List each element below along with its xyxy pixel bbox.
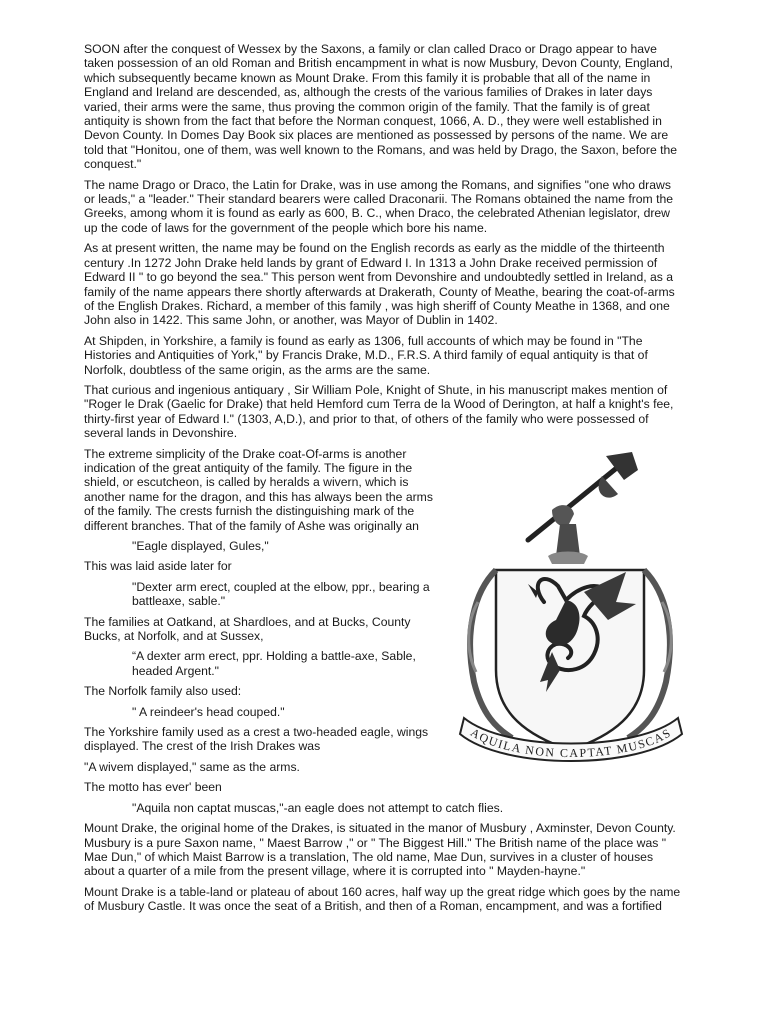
crest-section-text	[84, 447, 444, 795]
paragraph: The motto has ever' been	[84, 780, 222, 795]
motto-text: AQUILA NON CAPTAT MUSCAS	[468, 725, 674, 761]
paragraph: The extreme simplicity of the Drake coat-Of-arms is another indication of the great antiquity of the family. The figure in the shield, or escutcheon, is called by heralds a wivern, which is another name for the dragon, and this has always been the arms of the family. The crests furnish the distinguishing mark of the different branches. That of the family of Ashe was originally an	[84, 446, 433, 533]
paragraph: Mount Drake is a table-land or plateau of about 160 acres, half way up the great ridge which goes by the name of Musbury Castle. It was once the seat of a British, and then of a Roman, encampment, and was a fortified	[84, 884, 681, 914]
paragraph: "A wivem displayed," same as the arms.	[84, 759, 300, 774]
bottom-paragraphs	[84, 801, 684, 914]
arm-battleaxe-icon	[528, 452, 638, 564]
paragraph: Mount Drake, the original home of the Drakes, is situated in the manor of Musbury , Axminster, Devon County. Musbury is a pure Saxon name, " Maest Barrow ," or " The Biggest Hill." The British name of the place was " Mae Dun," of which Maist Barrow is a translation, The old name, Mae Dun, survives in a cluster of houses about a quarter of a mile from the present village, where it is corrupted into " Mayden-hayne."	[84, 821, 676, 879]
coat-of-arms-illustration	[456, 452, 686, 792]
paragraph: The families at Oatkand, at Shardloes, and at Bucks, County Bucks, at Norfolk, and at Sussex,	[84, 614, 411, 644]
paragraph: The name Drago or Draco, the Latin for Drake, was in use among the Romans, and signifies "one who draws or leads," a "leader." Their standard bearers were called Draconarii. The Romans obtained the name from the Greeks, among whom it is found as early as 600, B. C., when Draco, the celebrated Athenian legislator, drew up the code of laws for the government of the people which bore his name.	[84, 177, 674, 235]
paragraph: This was laid aside later for	[84, 559, 232, 574]
paragraph: As at present written, the name may be found on the English records as early as the middle of the thirteenth century .In 1272 John Drake held lands by grant of Edward I. In 1313 a John Drake received permission of Edward II " to go beyond the sea." This person went from Devonshire and undoubtedly settled in Ireland, as a family of the name appears there shortly afterwards at Drakerath, County of Meathe, bearing the coat-of-arms of the English Drakes. Richard, a member of this family , was high sheriff of County Meathe in 1368, and one John also in 1422. This same John, or another, was Mayor of Dublin in 1402.	[84, 241, 675, 328]
quote: "Eagle displayed, Gules,"	[132, 539, 269, 553]
top-paragraphs	[84, 42, 684, 441]
paragraph: The Yorkshire family used as a crest a two-headed eagle, wings displayed. The crest of the Irish Drakes was	[84, 725, 429, 754]
quote: " A reindeer's head couped."	[132, 704, 285, 719]
quote: “A dexter arm erect, ppr. Holding a battle-axe, Sable, headed Argent."	[132, 649, 416, 678]
paragraph: At Shipden, in Yorkshire, a family is found as early as 1306, full accounts of which may be found in "The Histories and Antiquities of York," by Francis Drake, M.D., F.R.S. A third family of equal antiquity is that of Norfolk, doubtless of the same origin, as the arms are the same.	[84, 333, 648, 377]
paragraph: The Norfolk family also used:	[84, 684, 242, 699]
paragraph: SOON after the conquest of Wessex by the Saxons, a family or clan called Draco or Drago appear to have taken possession of an old Roman and British encampment in what is now Musbury, Devon County, England, which subsequently became known as Mount Drake. From this family it is probable that all of the name in England and Ireland are descended, as, although the crests of the various families of Drakes in later days varied, their arms were the same, thus proving the common origin of the family. That the family is of great antiquity is shown from the fact that before the Norman conquest, 1066, A. D., they were well established in Devon County. In Domes Day Book six places are mentioned as possessed by persons of the name. We are told that "Honitou, one of them, was well known to the Romans, and was held by Drago, the Saxon, before the conquest."	[84, 42, 678, 172]
paragraph: That curious and ingenious antiquary , Sir William Pole, Knight of Shute, in his manuscript makes mention of "Roger le Drak (Gaelic for Drake) that held Hemford cum Terra de la Wood of Derington, at half a knight's fee, thirty-first year of Edward I." (1303, A,D.), and prior to that, of others of the family who were possessed of several lands in Devonshire.	[84, 382, 674, 441]
quote: "Dexter arm erect, coupled at the elbow, ppr., bearing a battleaxe, sable."	[132, 579, 430, 609]
motto-quote: "Aquila non captat muscas,"-an eagle does not attempt to catch flies.	[132, 800, 504, 815]
